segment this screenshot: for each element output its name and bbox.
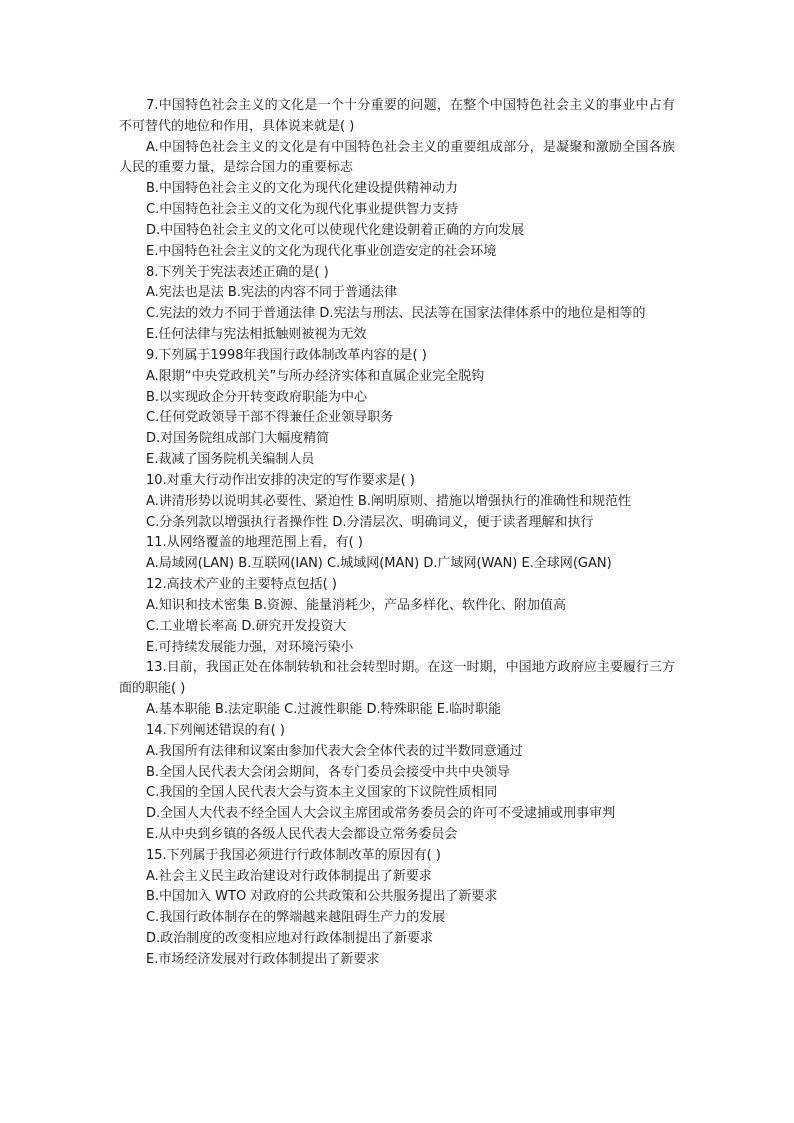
question-15-option-a: A.社会主义民主政治建设对行政体制提出了新要求 <box>146 868 432 884</box>
question-15-option-e: E.市场经济发展对行政体制提出了新要求 <box>146 951 380 967</box>
question-15-option-c: C.我国行政体制存在的弊端越来越阻碍生产力的发展 <box>146 910 446 926</box>
question-9-option-b: B.以实现政企分开转变政府职能为中心 <box>146 389 368 405</box>
question-7-option-a: A.中国特色社会主义的文化是有中国特色社会主义的重要组成部分，是凝聚和激励全国各族人民的重要力量，是综合国力的重要标志 <box>119 139 675 176</box>
question-8-options-cd: C.宪法的效力不同于普通法律 D.宪法与刑法、民法等在国家法律体系中的地位是相等的 <box>146 306 646 322</box>
question-15-stem: 15.下列属于我国必须进行行政体制改革的原因有( ) <box>146 847 441 863</box>
question-12-option-e: E.可持续发展能力强，对环境污染小 <box>146 639 354 655</box>
question-12-options-cd: C.工业增长率高 D.研究开发投资大 <box>146 618 347 634</box>
question-14-option-c: C.我国的全国人民代表大会与资本主义国家的下议院性质相同 <box>146 785 498 801</box>
question-10-options-cd: C.分条列款以增强执行者操作性 D.分清层次、明确词义，便于读者理解和执行 <box>146 514 594 530</box>
question-14-option-b: B.全国人民代表大会闭会期间，各专门委员会接受中共中央领导 <box>146 764 511 780</box>
question-8-option-e: E.任何法律与宪法相抵触则被视为无效 <box>146 327 367 343</box>
question-7-option-d: D.中国特色社会主义的文化可以使现代化建设朝着正确的方向发展 <box>146 222 525 238</box>
question-14-stem: 14.下列阐述错误的有( ) <box>146 722 285 738</box>
question-14-option-d: D.全国人大代表不经全国人大会议主席团或常务委员会的许可不受逮捕或刑事审判 <box>146 806 616 822</box>
question-11-options: A.局域网(LAN) B.互联网(IAN) C.城域网(MAN) D.广域网(WAN) E.全球网(GAN) <box>146 556 612 572</box>
question-8-options-ab: A.宪法也是法 B.宪法的内容不同于普通法律 <box>146 285 397 301</box>
question-15-option-b: B.中国加入 WTO 对政府的公共政策和公共服务提出了新要求 <box>146 889 498 905</box>
question-14-option-e: E.从中央到乡镇的各级人民代表大会都设立常务委员会 <box>146 826 458 842</box>
question-11-stem: 11.从网络覆盖的地理范围上看，有( ) <box>146 535 363 551</box>
question-15-option-d: D.政治制度的改变相应地对行政体制提出了新要求 <box>146 931 434 947</box>
question-7-option-b: B.中国特色社会主义的文化为现代化建设提供精神动力 <box>146 181 459 197</box>
question-9-stem: 9.下列属于1998年我国行政体制改革内容的是( ) <box>146 347 427 363</box>
question-10-stem: 10.对重大行动作出安排的决定的写作要求是( ) <box>146 472 415 488</box>
question-7-option-e: E.中国特色社会主义的文化为现代化事业创造安定的社会环境 <box>146 243 497 259</box>
question-7-stem: 7.中国特色社会主义的文化是一个十分重要的问题，在整个中国特色社会主义的事业中占有不可替代的地位和作用，具体说来就是( ) <box>119 98 675 134</box>
question-9-option-a: A.限期“中央党政机关”与所办经济实体和直属企业完全脱钩 <box>146 368 485 384</box>
question-14-option-a: A.我国所有法律和议案由参加代表大会全体代表的过半数同意通过 <box>146 743 523 759</box>
question-12-stem: 12.高技术产业的主要特点包括( ) <box>146 577 337 593</box>
question-12-options-ab: A.知识和技术密集 B.资源、能量消耗少，产品多样化、软件化、附加值高 <box>146 597 566 613</box>
question-8-stem: 8.下列关于宪法表述正确的是( ) <box>146 264 329 280</box>
question-10-options-ab: A.讲清形势以说明其必要性、紧迫性 B.阐明原则、措施以增强执行的准确性和规范性 <box>146 493 631 509</box>
question-7-option-c: C.中国特色社会主义的文化为现代化事业提供智力支持 <box>146 202 459 218</box>
question-13-stem: 13.目前，我国正处在体制转轨和社会转型时期。在这一时期，中国地方政府应主要履行三方面的职能( ) <box>119 660 675 697</box>
question-9-option-e: E.裁减了国务院机关编制人员 <box>146 452 315 468</box>
question-9-option-c: C.任何党政领导干部不得兼任企业领导职务 <box>146 410 394 426</box>
document-page <box>119 96 675 971</box>
question-9-option-d: D.对国务院组成部门大幅度精简 <box>146 431 330 447</box>
question-13-options: A.基本职能 B.法定职能 C.过渡性职能 D.特殊职能 E.临时职能 <box>146 702 502 718</box>
